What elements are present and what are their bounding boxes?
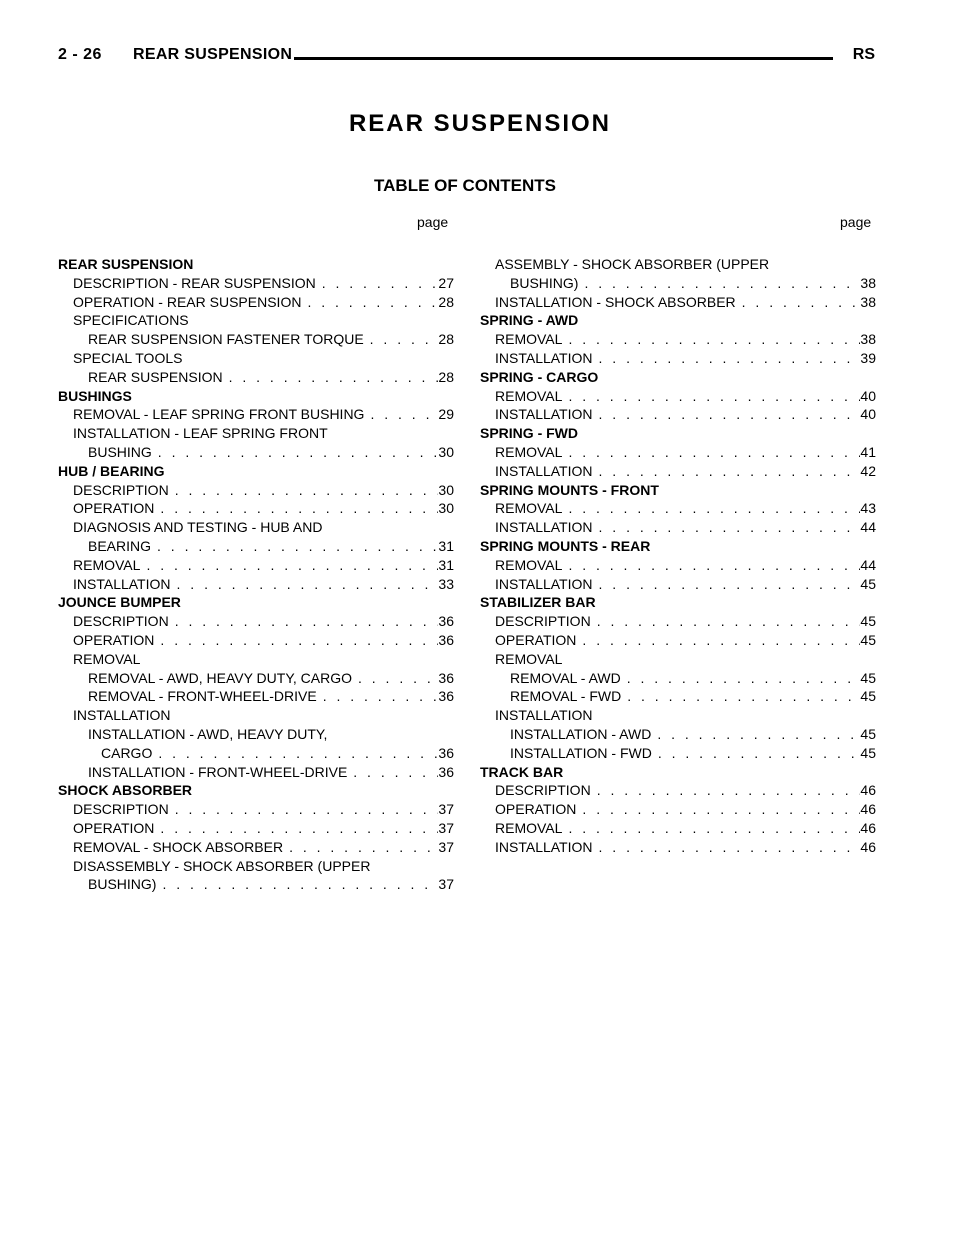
toc-leader-dots: [146, 556, 438, 575]
toc-page-number: 33: [438, 575, 454, 592]
page-label-right: page: [840, 214, 872, 230]
toc-page-number: 45: [860, 631, 876, 648]
toc-page-number: 45: [860, 688, 876, 705]
toc-entry-label: BUSHING): [510, 274, 579, 291]
toc-entry-label: REAR SUSPENSION: [58, 256, 194, 272]
toc-entry[interactable]: [58, 330, 454, 349]
toc-entry-label: INSTALLATION: [495, 575, 593, 592]
toc-entry-label: REMOVAL - AWD: [510, 669, 621, 686]
toc-entry-label: DIAGNOSIS AND TESTING - HUB AND: [73, 519, 323, 536]
toc-page-number: 38: [860, 331, 876, 348]
toc-entry-label: OPERATION - REAR SUSPENSION: [73, 293, 302, 310]
toc-entry-label: INSTALLATION - FWD: [510, 744, 652, 761]
toc-title: TABLE OF CONTENTS: [374, 176, 556, 195]
toc-leader-dots: [157, 537, 438, 556]
toc-leader-dots: [627, 687, 860, 706]
toc-leader-dots: [657, 725, 860, 744]
toc-entry-label: INSTALLATION - AWD, HEAVY DUTY,: [88, 725, 328, 742]
toc-leader-dots: [599, 405, 861, 424]
toc-leader-dots: [162, 875, 438, 894]
toc-page-number: 45: [860, 725, 876, 742]
toc-entry-label: OPERATION: [73, 631, 155, 648]
toc-entry[interactable]: [480, 744, 876, 763]
toc-entry-label: REMOVAL: [495, 500, 563, 517]
toc-leader-dots: [582, 800, 860, 819]
toc-entry-label: REMOVAL: [73, 650, 141, 667]
toc-entry-label: SPRING - CARGO: [480, 368, 599, 385]
toc-leader-dots: [175, 612, 439, 631]
toc-page-number: 46: [860, 838, 876, 855]
toc-entry-label: REMOVAL: [495, 331, 563, 348]
toc-page-number: 46: [860, 819, 876, 836]
toc-heading[interactable]: [58, 593, 454, 612]
toc-entry-label: INSTALLATION: [495, 462, 593, 479]
toc-leader-dots: [370, 405, 438, 424]
toc-entry-label: OPERATION: [73, 819, 155, 836]
toc-entry-label: DESCRIPTION: [73, 801, 169, 818]
toc-leader-dots: [175, 800, 439, 819]
toc-heading[interactable]: [480, 311, 876, 330]
toc-entry-label: REMOVAL - LEAF SPRING FRONT BUSHING: [73, 406, 365, 423]
toc-entry[interactable]: [58, 424, 454, 443]
toc-entry[interactable]: [58, 368, 454, 387]
toc-page-number: 38: [860, 274, 876, 291]
toc-entry-label: DESCRIPTION: [73, 613, 169, 630]
toc-entry[interactable]: [58, 857, 454, 876]
toc-leader-dots: [160, 499, 438, 518]
toc-entry[interactable]: [58, 499, 454, 518]
toc-leader-dots: [597, 781, 861, 800]
toc-heading[interactable]: [58, 255, 454, 274]
toc-page-number: 45: [860, 613, 876, 630]
toc-leader-dots: [597, 612, 861, 631]
toc-page-number: 27: [438, 274, 454, 291]
toc-entry-label: REAR SUSPENSION: [88, 368, 223, 385]
toc-heading[interactable]: [480, 593, 876, 612]
toc-heading[interactable]: [58, 462, 454, 481]
toc-page-number: 30: [438, 500, 454, 517]
toc-leader-dots: [177, 575, 439, 594]
toc-entry-label: SHOCK ABSORBER: [58, 782, 193, 799]
toc-page-number: 41: [860, 443, 876, 460]
toc-leader-dots: [568, 556, 860, 575]
toc-entry-label: BUSHING: [88, 443, 152, 460]
toc-entry-label: DESCRIPTION: [73, 481, 169, 498]
toc-leader-dots: [584, 274, 860, 293]
toc-entry[interactable]: [58, 819, 454, 838]
toc-leader-dots: [568, 330, 860, 349]
toc-page-number: 29: [438, 406, 454, 423]
toc-entry[interactable]: [480, 330, 876, 349]
toc-entry[interactable]: [480, 387, 876, 406]
toc-page-number: 37: [438, 819, 454, 836]
toc-page-number: 40: [860, 387, 876, 404]
toc-leader-dots: [160, 631, 438, 650]
toc-entry-label: INSTALLATION: [495, 349, 593, 366]
toc-leader-dots: [322, 274, 439, 293]
toc-leader-dots: [568, 819, 860, 838]
toc-entry-label: INSTALLATION - LEAF SPRING FRONT: [73, 425, 328, 442]
toc-entry[interactable]: [480, 575, 876, 594]
toc-entry[interactable]: [480, 725, 876, 744]
toc-heading[interactable]: [480, 537, 876, 556]
toc-entry[interactable]: [58, 311, 454, 330]
toc-leader-dots: [323, 687, 439, 706]
toc-page-number: 40: [860, 406, 876, 423]
toc-leader-dots: [599, 518, 861, 537]
toc-entry-label: INSTALLATION - FRONT-WHEEL-DRIVE: [88, 763, 348, 780]
toc-entry-label: OPERATION: [495, 801, 577, 818]
toc-entry-label: SPRING - FWD: [480, 425, 578, 442]
page-header: [58, 46, 875, 68]
toc-entry-label: SPRING - AWD: [480, 312, 579, 329]
toc-entry[interactable]: [480, 443, 876, 462]
toc-entry[interactable]: [480, 349, 876, 368]
header-rule: [294, 57, 833, 60]
toc-page-number: 36: [438, 613, 454, 630]
toc-entry-label: STABILIZER BAR: [480, 594, 596, 611]
toc-entry[interactable]: [480, 274, 876, 293]
toc-entry-label: CARGO: [101, 744, 153, 761]
toc-leader-dots: [582, 631, 860, 650]
toc-page-number: 38: [860, 293, 876, 310]
toc-heading[interactable]: [480, 424, 876, 443]
toc-leader-dots: [160, 819, 438, 838]
toc-page-number: 42: [860, 462, 876, 479]
toc-entry[interactable]: [480, 687, 876, 706]
toc-page-number: 28: [438, 368, 454, 385]
toc-leader-dots: [599, 462, 861, 481]
header-code: RS: [852, 46, 875, 63]
toc-page-number: 28: [438, 331, 454, 348]
toc-entry-label: REMOVAL: [495, 387, 563, 404]
toc-entry[interactable]: [58, 349, 454, 368]
toc-entry-label: DESCRIPTION: [495, 613, 591, 630]
toc-entry-label: REMOVAL: [495, 650, 563, 667]
toc-entry[interactable]: [58, 744, 454, 763]
toc-entry[interactable]: [480, 819, 876, 838]
toc-entry-label: REMOVAL - FRONT-WHEEL-DRIVE: [88, 688, 317, 705]
toc-entry[interactable]: [58, 650, 454, 669]
toc-entry[interactable]: [58, 763, 454, 782]
toc-entry-label: HUB / BEARING: [58, 462, 165, 479]
toc-entry-label: SPRING MOUNTS - REAR: [480, 537, 651, 554]
toc-page-number: 46: [860, 782, 876, 799]
toc-page-number: 46: [860, 801, 876, 818]
toc-entry-label: INSTALLATION: [495, 406, 593, 423]
toc-page-number: 39: [860, 349, 876, 366]
toc-entry-label: BUSHINGS: [58, 387, 132, 404]
toc-entry-label: INSTALLATION: [495, 519, 593, 536]
toc-entry[interactable]: [480, 650, 876, 669]
toc-page-number: 31: [438, 556, 454, 573]
toc-heading[interactable]: [480, 481, 876, 500]
toc-page-number: 36: [438, 688, 454, 705]
toc-page-number: 45: [860, 669, 876, 686]
header-section-title: REAR SUSPENSION: [133, 46, 293, 63]
toc-left-column: [58, 255, 454, 894]
toc-entry-label: DESCRIPTION: [495, 782, 591, 799]
toc-entry[interactable]: [58, 556, 454, 575]
toc-leader-dots: [229, 368, 439, 387]
toc-entry-label: INSTALLATION - AWD: [510, 725, 652, 742]
toc-entry[interactable]: [58, 518, 454, 537]
toc-entry[interactable]: [480, 518, 876, 537]
toc-entry[interactable]: [58, 875, 454, 894]
toc-leader-dots: [627, 669, 861, 688]
page-title: REAR SUSPENSION: [348, 110, 612, 137]
toc-entry-label: SPECIAL TOOLS: [73, 349, 183, 366]
toc-entry-label: DISASSEMBLY - SHOCK ABSORBER (UPPER: [73, 857, 371, 874]
toc-page-number: 44: [860, 556, 876, 573]
toc-entry-label: REMOVAL - FWD: [510, 688, 622, 705]
toc-leader-dots: [307, 293, 438, 312]
toc-entry[interactable]: [58, 481, 454, 500]
toc-entry[interactable]: [58, 687, 454, 706]
toc-entry[interactable]: [58, 405, 454, 424]
toc-entry[interactable]: [58, 725, 454, 744]
toc-entry-label: ASSEMBLY - SHOCK ABSORBER (UPPER: [495, 256, 770, 272]
toc-page-number: 45: [860, 575, 876, 592]
toc-entry[interactable]: [58, 838, 454, 857]
toc-page-number: 30: [438, 481, 454, 498]
toc-leader-dots: [599, 349, 861, 368]
toc-entry[interactable]: [480, 405, 876, 424]
toc-entry[interactable]: [480, 781, 876, 800]
toc-page-number: 36: [438, 763, 454, 780]
toc-entry[interactable]: [58, 800, 454, 819]
toc-entry[interactable]: [58, 669, 454, 688]
toc-heading[interactable]: [58, 781, 454, 800]
toc-page-number: 36: [438, 631, 454, 648]
toc-leader-dots: [599, 838, 861, 857]
toc-entry-label: BUSHING): [88, 876, 157, 893]
toc-leader-dots: [175, 481, 439, 500]
toc-entry-label: REMOVAL - AWD, HEAVY DUTY, CARGO: [88, 669, 352, 686]
toc-entry-label: TRACK BAR: [480, 763, 564, 780]
toc-heading[interactable]: [480, 763, 876, 782]
toc-entry[interactable]: [480, 838, 876, 857]
toc-entry[interactable]: [480, 293, 876, 312]
toc-entry-label: INSTALLATION: [73, 707, 171, 724]
toc-page-number: 30: [438, 443, 454, 460]
toc-entry[interactable]: [58, 537, 454, 556]
toc-entry-label: JOUNCE BUMPER: [58, 594, 181, 611]
page-number: 2 - 26: [58, 46, 102, 63]
toc-entry[interactable]: [58, 631, 454, 650]
toc-entry[interactable]: [58, 706, 454, 725]
toc-leader-dots: [568, 387, 860, 406]
page-label-left: page: [417, 214, 449, 230]
toc-right-column: [480, 255, 876, 857]
toc-entry-label: REMOVAL: [495, 556, 563, 573]
toc-leader-dots: [158, 744, 438, 763]
toc-entry-label: INSTALLATION: [495, 838, 593, 855]
toc-entry[interactable]: [480, 255, 876, 274]
toc-page-number: 31: [438, 537, 454, 554]
toc-entry-label: INSTALLATION - SHOCK ABSORBER: [495, 293, 736, 310]
toc-leader-dots: [370, 330, 439, 349]
toc-leader-dots: [599, 575, 861, 594]
toc-entry-label: SPRING MOUNTS - FRONT: [480, 481, 659, 498]
toc-entry-label: INSTALLATION: [73, 575, 171, 592]
toc-leader-dots: [289, 838, 438, 857]
toc-page-number: 37: [438, 838, 454, 855]
toc-page-number: 37: [438, 876, 454, 893]
toc-page-number: 37: [438, 801, 454, 818]
toc-entry-label: OPERATION: [495, 631, 577, 648]
toc-leader-dots: [658, 744, 861, 763]
toc-heading[interactable]: [58, 387, 454, 406]
toc-entry[interactable]: [480, 800, 876, 819]
toc-entry[interactable]: [480, 612, 876, 631]
toc-entry-label: INSTALLATION: [495, 707, 593, 724]
toc-leader-dots: [358, 669, 438, 688]
toc-entry-label: BEARING: [88, 537, 152, 554]
toc-entry[interactable]: [58, 293, 454, 312]
toc-leader-dots: [158, 443, 439, 462]
toc-page-number: 28: [438, 293, 454, 310]
toc-page-number: 36: [438, 744, 454, 761]
toc-page-number: 36: [438, 669, 454, 686]
toc-page-number: 45: [860, 744, 876, 761]
toc-entry[interactable]: [58, 575, 454, 594]
toc-entry[interactable]: [480, 462, 876, 481]
toc-entry[interactable]: [480, 706, 876, 725]
toc-entry-label: REAR SUSPENSION FASTENER TORQUE: [88, 331, 364, 348]
toc-entry[interactable]: [58, 443, 454, 462]
toc-entry[interactable]: [480, 669, 876, 688]
toc-entry[interactable]: [480, 631, 876, 650]
toc-entry-label: REMOVAL: [73, 556, 141, 573]
toc-leader-dots: [742, 293, 861, 312]
toc-entry-label: OPERATION: [73, 500, 155, 517]
toc-entry-label: REMOVAL - SHOCK ABSORBER: [73, 838, 284, 855]
toc-entry[interactable]: [58, 274, 454, 293]
toc-page-number: 44: [860, 519, 876, 536]
toc-entry-label: REMOVAL: [495, 819, 563, 836]
toc-leader-dots: [568, 443, 860, 462]
toc-page-number: 43: [860, 500, 876, 517]
toc-entry-label: DESCRIPTION - REAR SUSPENSION: [73, 274, 316, 291]
toc-entry[interactable]: [480, 499, 876, 518]
toc-leader-dots: [353, 763, 438, 782]
toc-entry[interactable]: [480, 556, 876, 575]
toc-leader-dots: [568, 499, 860, 518]
toc-heading[interactable]: [480, 368, 876, 387]
toc-entry-label: SPECIFICATIONS: [73, 312, 189, 329]
toc-entry[interactable]: [58, 612, 454, 631]
toc-entry-label: REMOVAL: [495, 443, 563, 460]
